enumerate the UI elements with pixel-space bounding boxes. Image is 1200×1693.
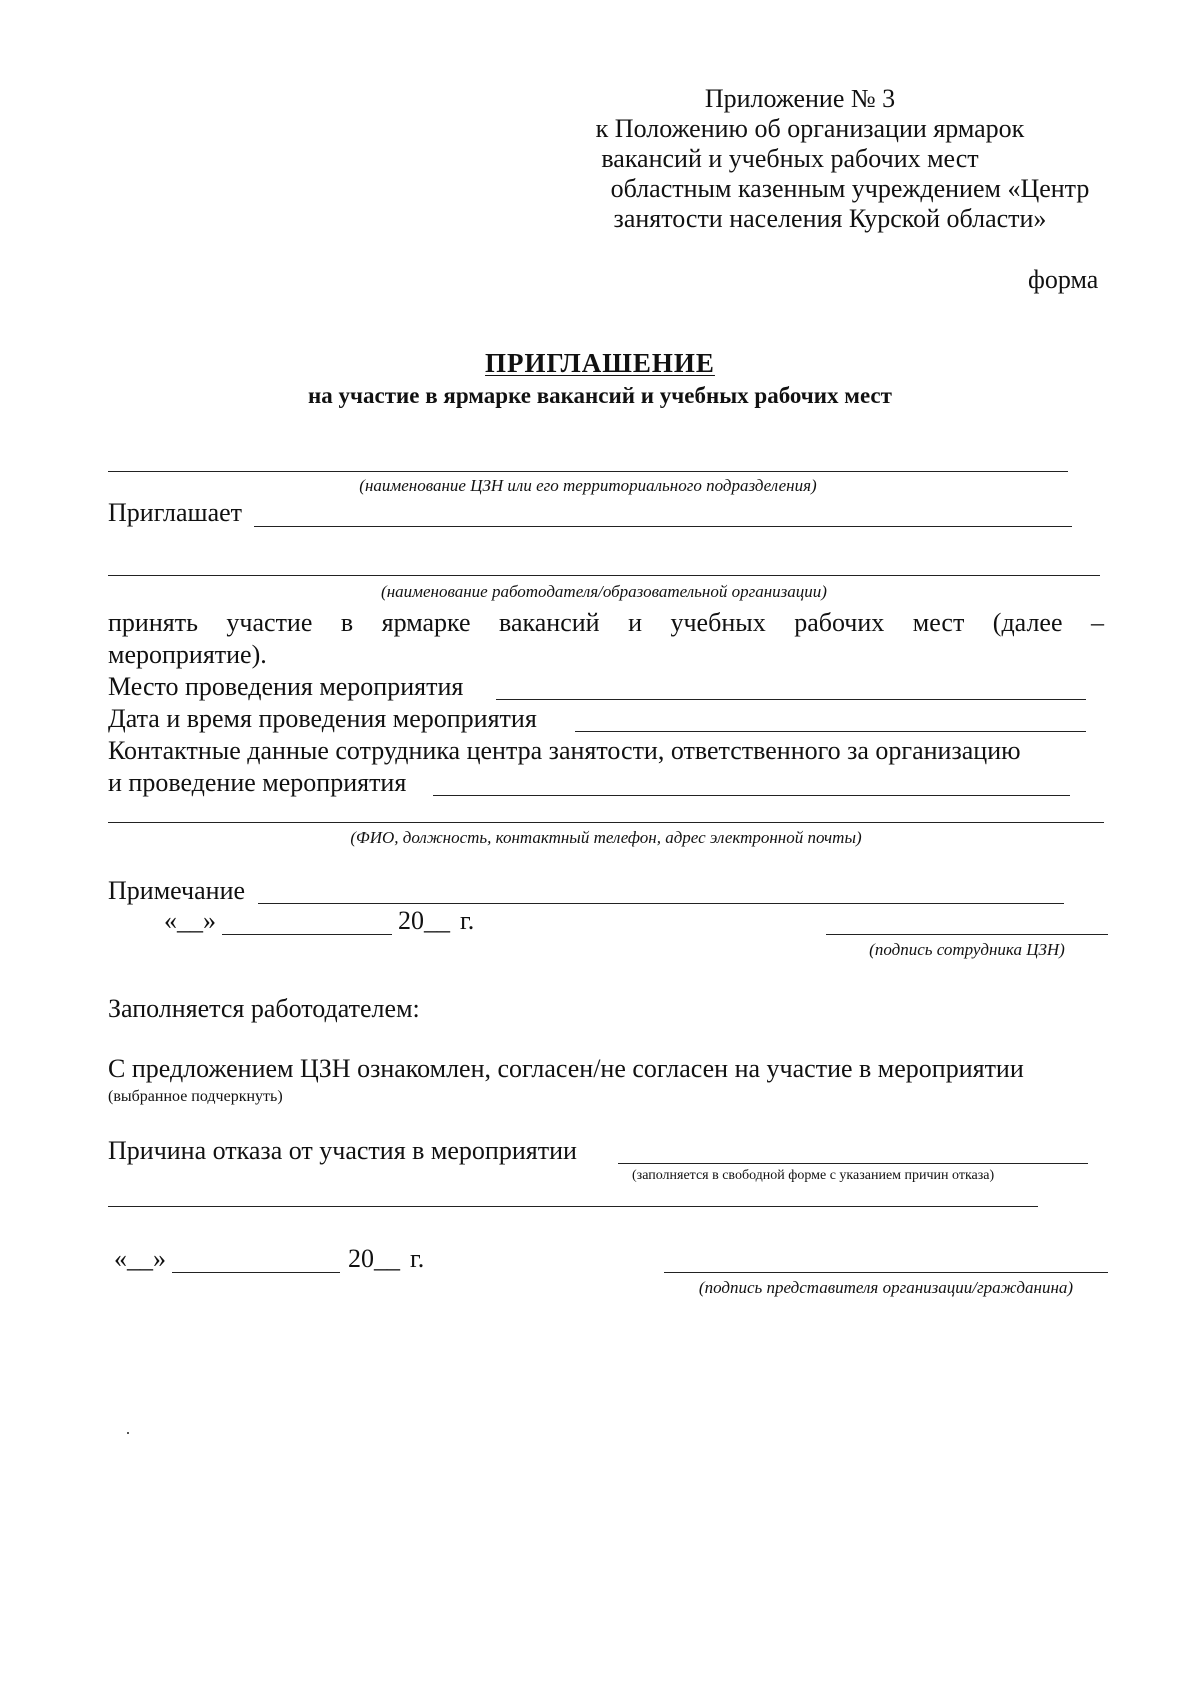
day-blank[interactable]: __ [127,1244,153,1273]
note-label: Примечание [108,876,246,905]
czn-year [398,906,474,936]
date-open-quote: « [114,1244,127,1273]
date-close-quote: » [203,906,216,935]
scan-speck [127,1432,129,1434]
word: учебных [670,608,766,637]
document-subtitle: на участие в ярмарке вакансий и учебных рабочих мест [308,383,892,408]
czn-signature-line[interactable] [826,934,1108,935]
contacts-label-line2: и проведение мероприятия [108,768,407,797]
czn-date [164,906,216,936]
year-blank[interactable]: __ [424,906,450,935]
contacts-label-line1: Контактные данные сотрудника центра занятости, ответственного за организацию [108,736,1021,765]
word: мест [912,608,965,637]
date-close-quote: » [153,1244,166,1273]
word: и [628,608,642,637]
appendix-reference-line5: занятости населения Курской области» [613,204,1047,233]
year-blank[interactable]: __ [374,1244,400,1273]
acknowledgement-text: С предложением ЦЗН ознакомлен, согласен/не согласен на участие в мероприятии [108,1054,1024,1083]
contact-hint: (ФИО, должность, контактный телефон, адрес электронной почты) [350,828,862,847]
refusal-reason-label: Причина отказа от участия в мероприятии [108,1136,577,1165]
year-suffix: г. [460,906,475,935]
datetime-label: Дата и время проведения мероприятия [108,704,537,733]
word: (далее [992,608,1063,637]
word: рабочих [794,608,885,637]
czn-name-line[interactable] [108,471,1068,472]
czn-month-line[interactable] [222,934,392,935]
word: – [1091,608,1104,637]
employer-name-hint: (наименование работодателя/образовательной организации) [381,582,827,601]
appendix-reference-line4: областным казенным учреждением «Центр [610,174,1090,203]
rep-signature-hint: (подпись представителя организации/гражданина) [698,1278,1074,1297]
word: ярмарке [381,608,471,637]
venue-label: Место проведения мероприятия [108,672,464,701]
invitee-line-2[interactable] [108,575,1100,576]
venue-line[interactable] [496,699,1086,700]
document-title: ПРИГЛАШЕНИЕ [485,348,715,378]
year-prefix: 20 [398,906,424,935]
refusal-reason-line-2[interactable] [108,1206,1038,1207]
contacts-line-2[interactable] [108,822,1104,823]
filled-by-employer-label: Заполняется работодателем: [108,994,420,1023]
czn-signature-hint: (подпись сотрудника ЦЗН) [869,940,1065,959]
czn-name-hint: (наименование ЦЗН или его территориального подразделения) [359,476,817,495]
participate-line-2: мероприятие). [108,640,267,669]
appendix-reference-line2: к Положению об организации ярмарок [595,114,1025,143]
underline-choice-hint: (выбранное подчеркнуть) [108,1088,283,1105]
refusal-reason-hint: (заполняется в свободной форме с указанием причин отказа) [632,1168,995,1183]
datetime-line[interactable] [575,731,1086,732]
day-blank[interactable]: __ [177,906,203,935]
form-label: форма [1028,265,1099,294]
rep-year [348,1244,424,1274]
word: в [340,608,354,637]
year-prefix: 20 [348,1244,374,1273]
word: участие [226,608,313,637]
word: принять [108,608,198,637]
participate-line-1 [108,608,1104,638]
refusal-reason-line-1[interactable] [618,1163,1088,1164]
appendix-reference-line3: вакансий и учебных рабочих мест [601,144,979,173]
rep-date [114,1244,166,1274]
date-open-quote: « [164,906,177,935]
word: вакансий [499,608,600,637]
rep-signature-line[interactable] [664,1272,1108,1273]
contacts-line-1[interactable] [433,795,1070,796]
appendix-number: Приложение № 3 [704,84,896,113]
invitee-line-1[interactable] [254,526,1072,527]
invites-label: Приглашает [108,498,243,527]
rep-month-line[interactable] [172,1272,340,1273]
note-line[interactable] [258,903,1064,904]
year-suffix: г. [410,1244,425,1273]
